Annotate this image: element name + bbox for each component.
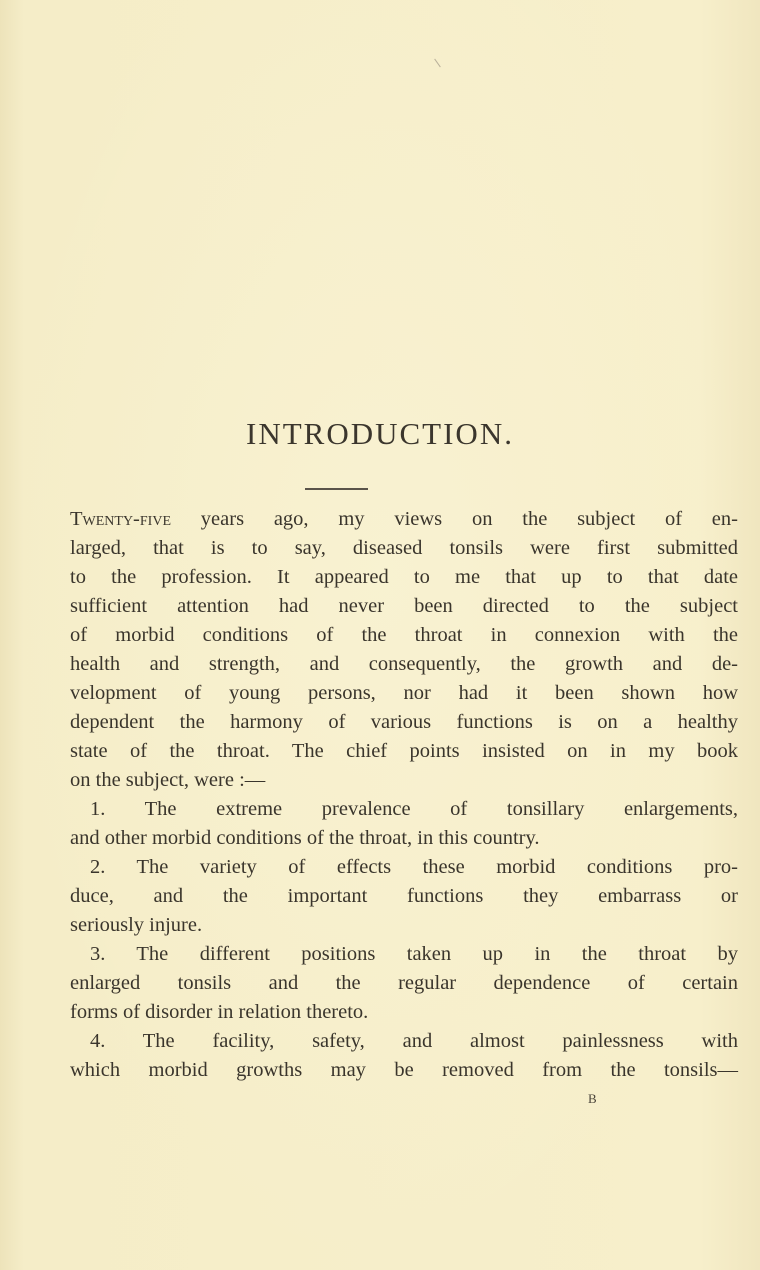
chapter-heading: INTRODUCTION. bbox=[246, 416, 514, 451]
list-item-1-line: 1. The extreme prevalence of tonsillary enlargements, bbox=[90, 798, 738, 820]
paragraph-line: on the subject, were :— bbox=[70, 769, 266, 791]
paragraph-line: dependent the harmony of various functions is on a healthy bbox=[70, 711, 738, 733]
paragraph-line: velopment of young persons, nor had it been shown how bbox=[70, 682, 738, 704]
paragraph-line: to the profession. It appeared to me that up to that date bbox=[70, 566, 738, 588]
paragraph-line: health and strength, and consequently, the growth and de- bbox=[70, 653, 738, 675]
list-item-2-line: seriously injure. bbox=[70, 914, 203, 936]
list-item-4-line: which morbid growths may be removed from the tonsils— bbox=[70, 1059, 738, 1081]
list-item-4-line: 4. The facility, safety, and almost painlessness with bbox=[90, 1030, 738, 1052]
body-text bbox=[70, 505, 738, 1085]
stray-mark bbox=[434, 59, 441, 68]
list-item-3-line: forms of disorder in relation thereto. bbox=[70, 1001, 369, 1023]
paragraph-line: state of the throat. The chief points insisted on in my book bbox=[70, 740, 738, 762]
list-item-2-line: 2. The variety of effects these morbid conditions pro- bbox=[90, 856, 738, 878]
list-item-1-line: and other morbid conditions of the throat, in this country. bbox=[70, 827, 540, 849]
paragraph-line bbox=[70, 505, 738, 534]
list-item-2-line: duce, and the important functions they embarrass or bbox=[70, 885, 738, 907]
paragraph-line: of morbid conditions of the throat in connexion with the bbox=[70, 624, 738, 646]
list-item-3-line: 3. The different positions taken up in the throat by bbox=[90, 943, 738, 965]
list-item-3-line: enlarged tonsils and the regular dependence of certain bbox=[70, 972, 738, 994]
paragraph-line: sufficient attention had never been directed to the subject bbox=[70, 595, 738, 617]
small-caps-opening: Twenty-five bbox=[70, 508, 171, 530]
opening-line-rest: years ago, my views on the subject of en- bbox=[171, 508, 738, 530]
paragraph-line: larged, that is to say, diseased tonsils were first submitted bbox=[70, 537, 738, 559]
heading-rule bbox=[305, 488, 368, 490]
signature-mark: B bbox=[588, 1091, 597, 1106]
